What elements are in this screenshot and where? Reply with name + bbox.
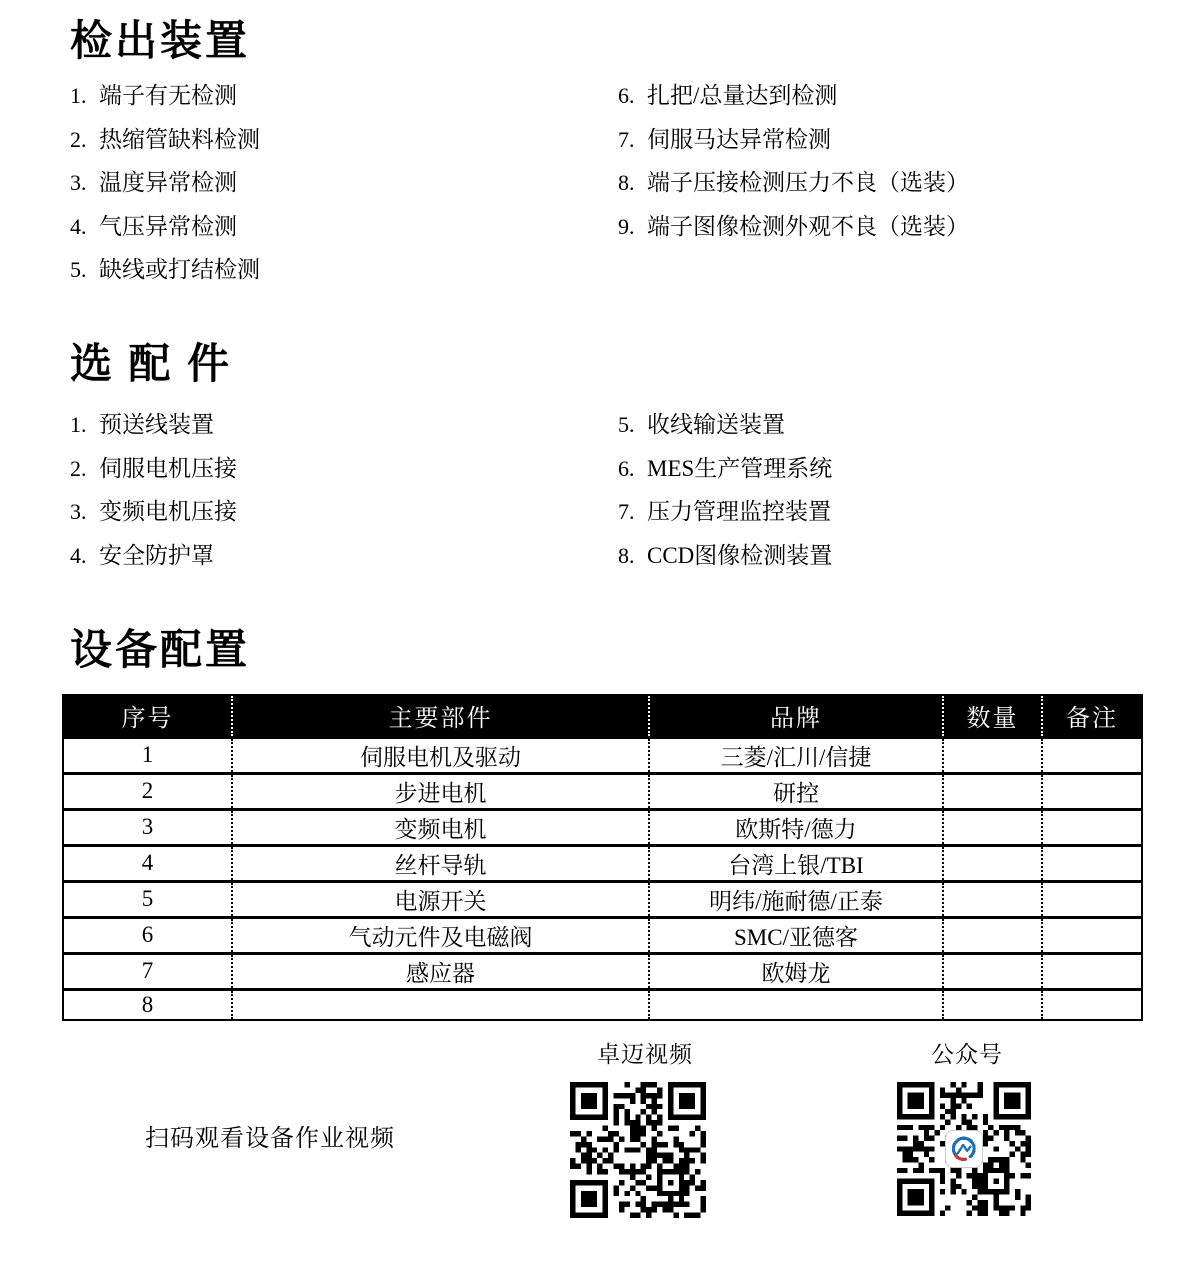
cell-brand: [649, 989, 943, 1020]
item-number: 6.: [618, 83, 635, 108]
item-text: 压力管理监控装置: [647, 499, 831, 524]
table-row: [63, 809, 1142, 845]
cell-qty: [943, 989, 1042, 1020]
cell-brand: SMC/亚德客: [649, 917, 943, 953]
list-item: [618, 161, 969, 205]
col-header-seq: 序号: [63, 695, 232, 737]
item-number: 5.: [70, 257, 87, 282]
cell-brand: 台湾上银/TBI: [649, 845, 943, 881]
list-item: [618, 118, 969, 162]
item-number: 3.: [70, 170, 87, 195]
item-number: 2.: [70, 126, 87, 152]
cell-remark: [1042, 773, 1142, 809]
table-body: [63, 737, 1142, 1020]
item-number: 1.: [70, 412, 87, 437]
cell-seq: 6: [141, 922, 154, 947]
table-row: [63, 845, 1142, 881]
item-number: 4.: [70, 542, 87, 568]
cell-remark: [1042, 953, 1142, 989]
cell-qty: [943, 845, 1042, 881]
cell-part: 变频电机: [232, 809, 649, 845]
col-header-brand: 品牌: [649, 695, 943, 737]
list-item: [618, 490, 832, 534]
list-item: [618, 205, 969, 249]
cell-part: 电源开关: [232, 881, 649, 917]
table-header: [63, 695, 1142, 737]
item-text: 变频电机压接: [99, 499, 237, 524]
list-item: [70, 447, 237, 491]
list-item: [70, 161, 260, 205]
qr-wechat-label: 公众号: [931, 1042, 1003, 1067]
list-item: [618, 447, 832, 491]
item-number: 6.: [618, 455, 635, 481]
scan-instruction-text: 扫码观看设备作业视频: [145, 1126, 395, 1152]
item-text: 气压异常检测: [99, 213, 237, 239]
item-text: 缺线或打结检测: [99, 257, 260, 282]
cell-brand: 欧斯特/德力: [649, 809, 943, 845]
item-text: 端子有无检测: [99, 83, 237, 108]
cell-brand: 研控: [649, 773, 943, 809]
cell-seq: 7: [141, 958, 154, 983]
cell-remark: [1042, 917, 1142, 953]
item-text: 预送线装置: [99, 412, 214, 437]
item-number: 2.: [70, 455, 87, 481]
cell-seq: 5: [141, 886, 154, 911]
item-text: 伺服马达异常检测: [647, 126, 831, 152]
item-text: 扎把/总量达到检测: [647, 83, 838, 108]
equipment-config-table: [62, 694, 1143, 1021]
item-text: 伺服电机压接: [99, 455, 237, 481]
cell-remark: [1042, 845, 1142, 881]
qr-code-video: [570, 1082, 706, 1218]
cell-seq: 3: [141, 814, 154, 839]
list-item: [618, 403, 832, 447]
item-number: 5.: [618, 412, 635, 437]
cell-part: 感应器: [232, 953, 649, 989]
cell-seq: 8: [141, 991, 154, 1017]
table-row: [63, 989, 1142, 1020]
cell-seq: 2: [141, 778, 154, 803]
item-number: 4.: [70, 213, 87, 239]
item-text: CCD图像检测装置: [647, 542, 833, 568]
table-row: [63, 953, 1142, 989]
item-text: 温度异常检测: [99, 170, 237, 195]
item-number: 3.: [70, 499, 87, 524]
cell-qty: [943, 953, 1042, 989]
item-number: 8.: [618, 170, 635, 195]
qr-code-wechat: [897, 1082, 1031, 1216]
item-number: 7.: [618, 126, 635, 152]
cell-qty: [943, 773, 1042, 809]
table-row: [63, 737, 1142, 773]
list-item: [70, 248, 260, 292]
cell-brand: 欧姆龙: [649, 953, 943, 989]
col-header-qty: 数量: [943, 695, 1042, 737]
detection-list-left: [70, 74, 260, 292]
cell-remark: [1042, 989, 1142, 1020]
list-item: [70, 74, 260, 118]
cell-brand: 三菱/汇川/信捷: [649, 737, 943, 773]
table-row: [63, 881, 1142, 917]
optional-list-right: [618, 403, 832, 577]
cell-brand: 明纬/施耐德/正泰: [649, 881, 943, 917]
cell-part: 步进电机: [232, 773, 649, 809]
item-number: 7.: [618, 499, 635, 524]
table-header-row: [63, 695, 1142, 737]
list-item: [70, 205, 260, 249]
item-text: 端子压接检测压力不良（选装）: [647, 170, 969, 195]
cell-qty: [943, 881, 1042, 917]
item-number: 9.: [618, 213, 635, 239]
cell-qty: [943, 809, 1042, 845]
company-logo-icon: [945, 1130, 983, 1168]
list-item: [70, 403, 237, 447]
section-title-equipment: 设备配置: [70, 628, 251, 674]
cell-seq: 4: [141, 850, 154, 875]
cell-part: 气动元件及电磁阀: [232, 917, 649, 953]
cell-remark: [1042, 737, 1142, 773]
col-header-remark: 备注: [1042, 695, 1142, 737]
cell-part: [232, 989, 649, 1020]
detection-list-right: [618, 74, 969, 248]
cell-seq: 1: [141, 742, 154, 767]
section-title-optional: 选 配 件: [70, 342, 233, 388]
cell-part: 伺服电机及驱动: [232, 737, 649, 773]
cell-remark: [1042, 881, 1142, 917]
list-item: [70, 534, 237, 578]
list-item: [618, 534, 832, 578]
item-text: 端子图像检测外观不良（选装）: [647, 213, 969, 239]
item-text: 热缩管缺料检测: [99, 126, 260, 152]
optional-list-left: [70, 403, 237, 577]
item-number: 8.: [618, 542, 635, 568]
item-text: MES生产管理系统: [647, 455, 833, 481]
cell-qty: [943, 737, 1042, 773]
cell-qty: [943, 917, 1042, 953]
list-item: [70, 118, 260, 162]
list-item: [70, 490, 237, 534]
col-header-part: 主要部件: [232, 695, 649, 737]
item-number: 1.: [70, 83, 87, 108]
item-text: 收线输送装置: [647, 412, 785, 437]
item-text: 安全防护罩: [99, 542, 214, 568]
qr-video-label: 卓迈视频: [597, 1042, 693, 1067]
cell-remark: [1042, 809, 1142, 845]
cell-part: 丝杆导轨: [232, 845, 649, 881]
section-title-detection: 检出装置: [70, 19, 251, 65]
table-row: [63, 917, 1142, 953]
table-row: [63, 773, 1142, 809]
list-item: [618, 74, 969, 118]
